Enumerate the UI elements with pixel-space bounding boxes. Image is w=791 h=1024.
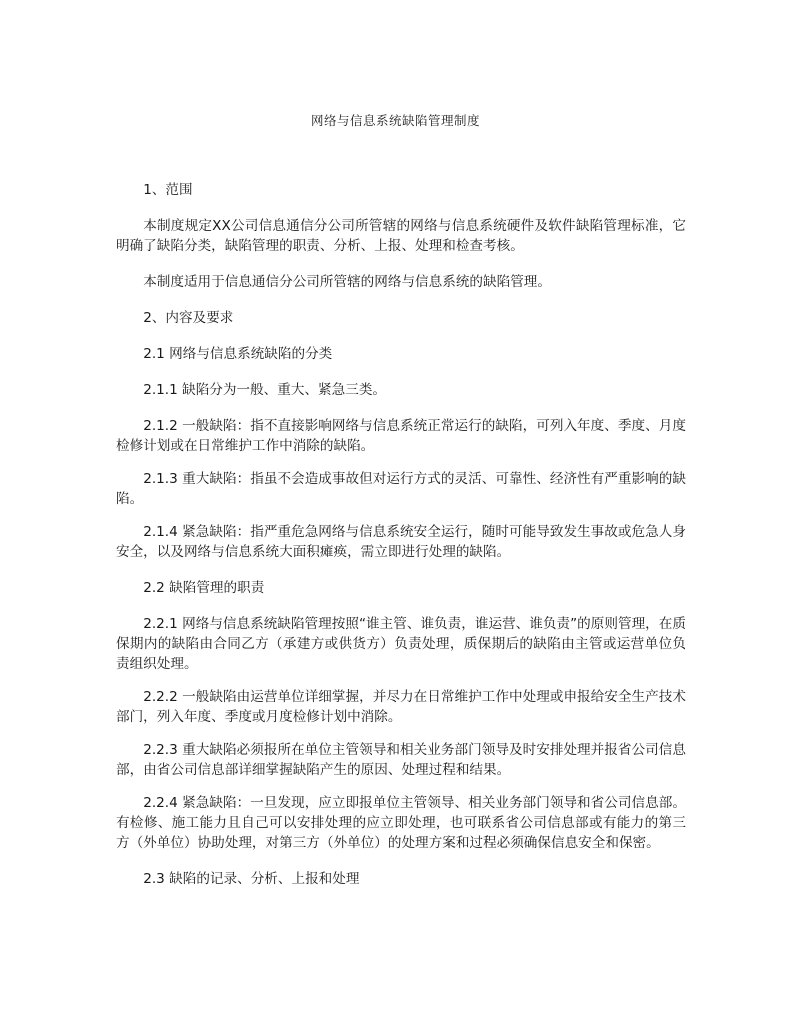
document-body [116, 180, 686, 889]
subsection-heading: 2.2 缺陷管理的职责 [143, 580, 265, 596]
section-heading-content: 2、内容及要求 [143, 310, 234, 326]
paragraph: 2.2.1 网络与信息系统缺陷管理按照“谁主管、谁负责，谁运营、谁负责”的原则管理，在质保期内的缺陷由合同乙方（承建方或供货方）负责处理，质保期后的缺陷由主管或运营单位负责组织处理。 [116, 616, 686, 672]
subsection-heading: 2.3 缺陷的记录、分析、上报和处理 [143, 871, 360, 887]
paragraph: 2.1.1 缺陷分为一般、重大、紧急三类。 [143, 382, 387, 398]
subsection-heading: 2.1 网络与信息系统缺陷的分类 [143, 346, 333, 362]
document-title: 网络与信息系统缺陷管理制度 [310, 113, 480, 128]
paragraph: 本制度适用于信息通信分公司所管辖的网络与信息系统的缺陷管理。 [143, 274, 551, 290]
paragraph: 2.1.2 一般缺陷：指不直接影响网络与信息系统正常运行的缺陷，可列入年度、季度、月度检修计划或在日常维护工作中消除的缺陷。 [116, 418, 686, 454]
paragraph: 2.2.3 重大缺陷必须报所在单位主管领导和相关业务部门领导及时安排处理并报省公司信息部，由省公司信息部详细掌握缺陷产生的原因、处理过程和结果。 [116, 742, 686, 778]
paragraph: 2.1.4 紧急缺陷：指严重危急网络与信息系统安全运行，随时可能导致发生事故或危急人身安全，以及网络与信息系统大面积瘫痪，需立即进行处理的缺陷。 [116, 524, 686, 560]
paragraph: 2.2.2 一般缺陷由运营单位详细掌握，并尽力在日常维护工作中处理或申报给安全生产技术部门，列入年度、季度或月度检修计划中消除。 [116, 689, 686, 725]
section-heading-scope: 1、范围 [143, 182, 193, 198]
paragraph: 2.1.3 重大缺陷：指虽不会造成事故但对运行方式的灵活、可靠性、经济性有严重影响的缺陷。 [116, 471, 686, 507]
paragraph: 本制度规定XX公司信息通信分公司所管辖的网络与信息系统硬件及软件缺陷管理标准，它明确了缺陷分类，缺陷管理的职责、分析、上报、处理和检查考核。 [116, 218, 686, 254]
paragraph: 2.2.4 紧急缺陷：一旦发现，应立即报单位主管领导、相关业务部门领导和省公司信息部。有检修、施工能力且自己可以安排处理的应立即处理，也可联系省公司信息部或有能力的第三方（外单位）协助处理，对第三方（外单位）的处理方案和过程必须确保信息安全和保密。 [116, 795, 686, 851]
